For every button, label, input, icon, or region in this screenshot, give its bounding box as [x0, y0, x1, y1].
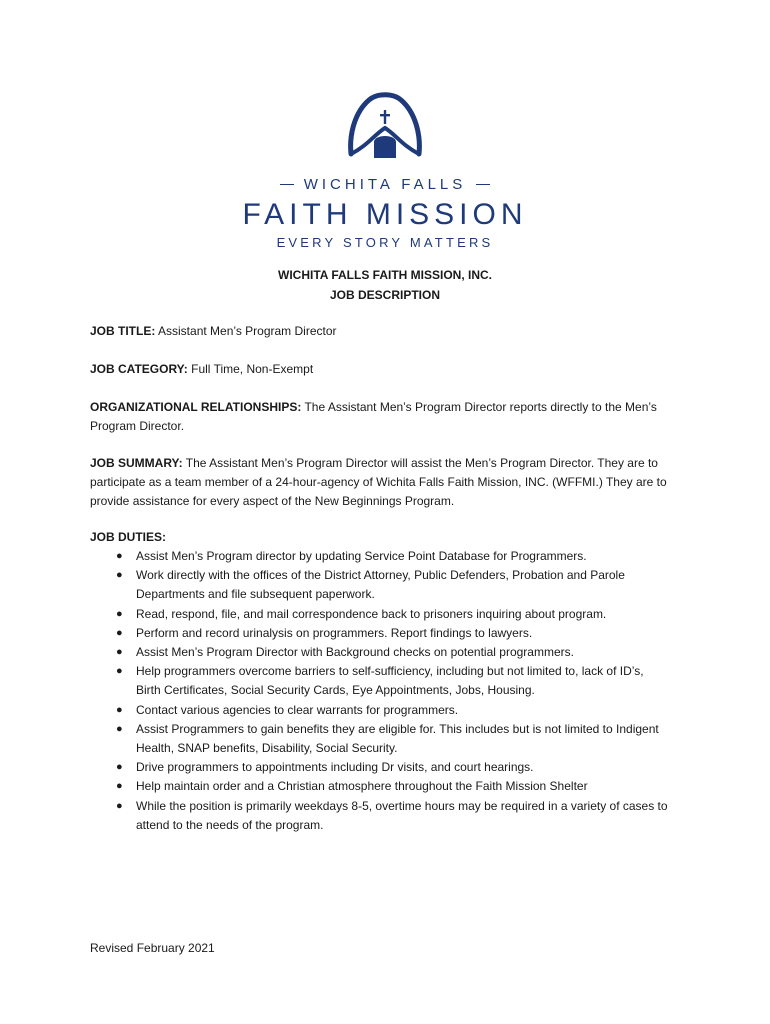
duty-text: Help maintain order and a Christian atmosphere throughout the Faith Mission Shelter [136, 779, 588, 794]
bullet-icon: ● [116, 550, 123, 562]
list-item [90, 720, 670, 758]
logo-tagline: EVERY STORY MATTERS [276, 235, 494, 250]
faith-mission-logo [0, 88, 770, 250]
bullet-icon: ● [116, 607, 123, 620]
list-item [90, 701, 670, 720]
list-item [90, 643, 670, 662]
job-duties-heading: JOB DUTIES: [90, 530, 167, 544]
job-duties-list [90, 547, 670, 835]
bullet-icon: ● [116, 665, 123, 678]
job-summary-value: The Assistant Men’s Program Director will assist the Men’s Program Director. They are to participate as a team member of a 24-hour-agency of Wichita Falls Faith Mission, INC. (WFFMI.) They are to provide assistance for every aspect of the New Beginnings Program. [90, 456, 667, 508]
list-item [90, 797, 670, 835]
chapel-arch-icon [347, 88, 423, 162]
duty-text: Help programmers overcome barriers to self-sufficiency, including but not limited to, lack of ID’s, Birth Certificates, Social Security Cards, Eye Appointments, Jobs, Housing. [136, 664, 644, 698]
revision-note: Revised February 2021 [90, 941, 215, 955]
logo-top-line [0, 176, 770, 193]
bullet-icon: ● [116, 722, 123, 735]
org-relationships-label: ORGANIZATIONAL RELATIONSHIPS: [90, 400, 302, 414]
list-item [90, 777, 670, 796]
logo-dash-right [476, 184, 490, 186]
bullet-icon: ● [116, 761, 123, 774]
bullet-icon: ● [116, 646, 123, 659]
list-item [90, 547, 670, 566]
duty-text: Contact various agencies to clear warrants for programmers. [136, 702, 459, 717]
bullet-icon: ● [116, 569, 123, 582]
job-title-section [90, 322, 690, 341]
list-item [90, 566, 670, 604]
job-category-value: Full Time, Non-Exempt [191, 362, 314, 376]
list-item [90, 605, 670, 624]
duty-text: Perform and record urinalysis on programmers. Report findings to lawyers. [136, 625, 533, 640]
logo-top-text: WICHITA FALLS [303, 176, 467, 193]
bullet-icon: ● [116, 626, 123, 639]
duty-text: Assist Men’s Program Director with Background checks on potential programmers. [136, 645, 574, 660]
duty-text: Assist Men’s Program director by updating Service Point Database for Programmers. [136, 549, 587, 563]
bullet-icon: ● [116, 780, 123, 793]
document-header [0, 265, 770, 305]
duty-text: Read, respond, file, and mail correspondence back to prisoners inquiring about program. [136, 606, 607, 621]
duty-text: Drive programmers to appointments including Dr visits, and court hearings. [136, 760, 534, 775]
logo-main-text: FAITH MISSION [242, 198, 528, 231]
duty-text: Assist Programmers to gain benefits they are eligible for. This includes but is not limited to Indigent Health, SNAP benefits, Disability, Social Security. [136, 721, 659, 756]
org-name-heading: WICHITA FALLS FAITH MISSION, INC. [278, 268, 492, 282]
job-summary-label: JOB SUMMARY: [90, 456, 183, 470]
list-item [90, 624, 670, 643]
job-title-label: JOB TITLE: [90, 324, 156, 338]
org-relationships-value: The Assistant Men’s Program Director reports directly to the Men’s Program Director. [90, 400, 657, 433]
duty-text: Work directly with the offices of the District Attorney, Public Defenders, Probation and Parole Departments and file subsequent paperwork. [136, 568, 625, 602]
job-title-value: Assistant Men’s Program Director [158, 324, 337, 338]
duty-text: While the position is primarily weekdays 8-5, overtime hours may be required in a variety of cases to attend to the needs of the program. [136, 798, 668, 832]
doc-type-heading: JOB DESCRIPTION [329, 288, 440, 302]
logo-dash-left [280, 184, 294, 186]
bullet-icon: ● [116, 799, 123, 812]
job-summary-section [90, 454, 690, 511]
list-item [90, 662, 670, 700]
list-item [90, 758, 670, 777]
bullet-icon: ● [116, 703, 123, 716]
org-relationships-section [90, 398, 690, 436]
job-category-label: JOB CATEGORY: [90, 362, 188, 376]
job-category-section [90, 360, 690, 379]
